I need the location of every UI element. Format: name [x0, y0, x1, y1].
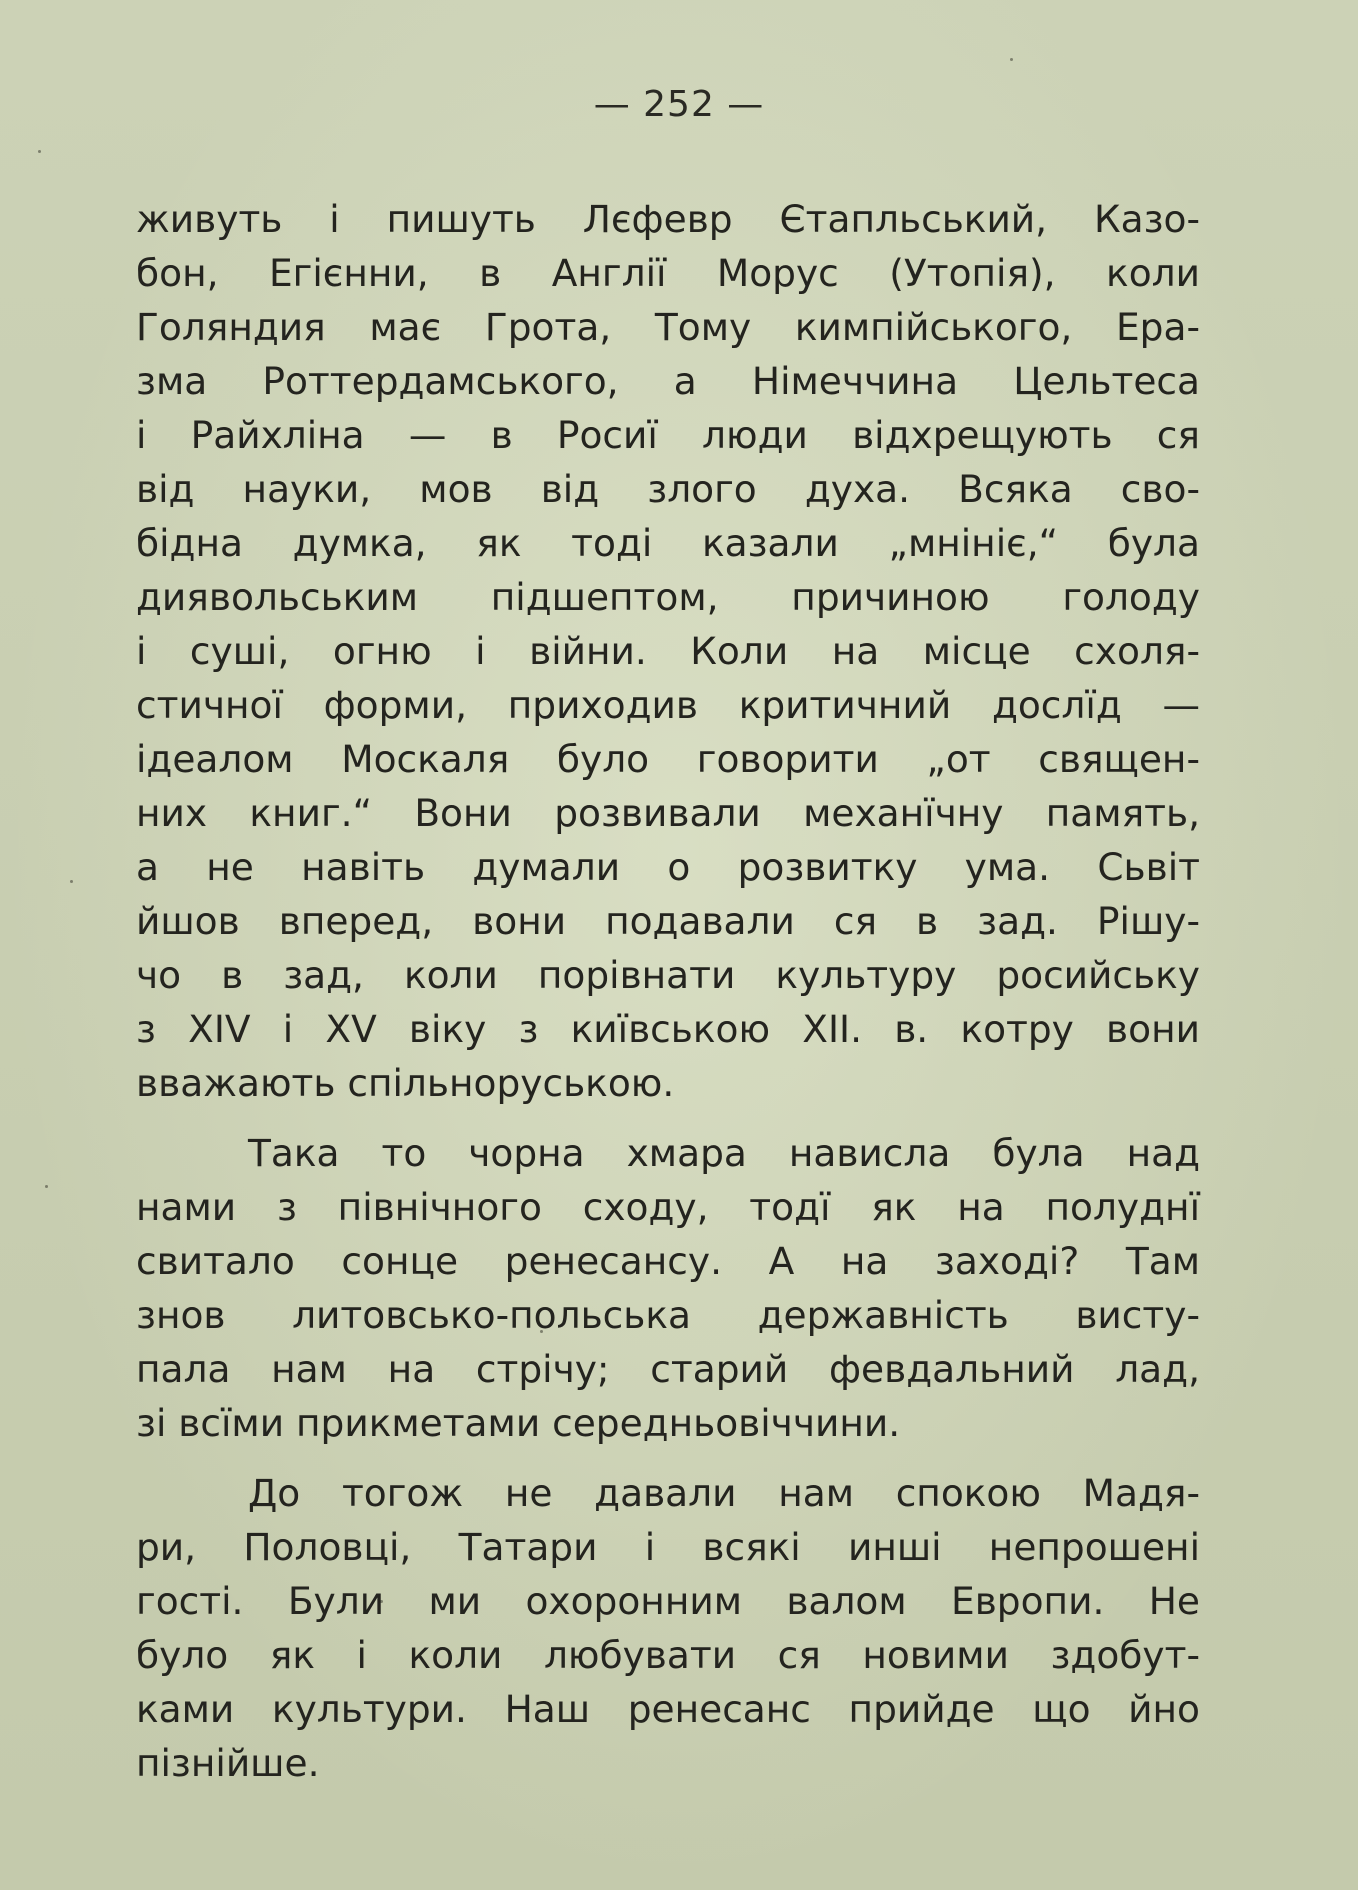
text-line: бон, Егієнни, в Англії Морус (Утопія), коли: [136, 251, 1200, 295]
page-number: — 252 —: [593, 84, 765, 125]
text-line: пала нам на стрічу; старий февдальний лад,: [136, 1347, 1200, 1391]
text-line: живуть і пишуть Лєфевр Єтапльський, Казо-: [136, 197, 1200, 241]
paper-speck: [45, 1185, 48, 1188]
paragraph: [136, 1466, 1200, 1790]
text-line: йшов вперед, вони подавали ся в зад. Рішу-: [136, 899, 1200, 943]
paper-speck: [1010, 58, 1013, 61]
text-line: них книг.“ Вони розвивали механїчну память,: [136, 791, 1200, 835]
paper-speck: [70, 880, 73, 883]
text-line: зі всїми прикметами середньовіччини.: [136, 1401, 901, 1445]
text-line: гості. Були ми охоронним валом Европи. Не: [136, 1579, 1200, 1623]
text-line: Голяндия має Грота, Тому кимпійського, Ера-: [136, 305, 1200, 349]
text-line: а не навіть думали о розвитку ума. Сьвіт: [136, 845, 1200, 889]
text-line: диявольським підшептом, причиною голоду: [136, 575, 1200, 619]
text-line: Така то чорна хмара нависла була над: [248, 1131, 1200, 1175]
paragraph-gap: [136, 1110, 1200, 1126]
text-line: бідна думка, як тоді казали „мнініє,“ була: [136, 521, 1200, 565]
paper-speck: [38, 150, 41, 153]
text-line: пізнійше.: [136, 1741, 320, 1785]
text-line: нами з північного сходу, тодї як на полуднї: [136, 1185, 1200, 1229]
text-line: і Райхліна — в Росиї люди відхрещують ся: [136, 413, 1200, 457]
text-line: ками культури. Наш ренесанс прийде що йно: [136, 1687, 1200, 1731]
paragraph: [136, 192, 1200, 1110]
text-line: від науки, мов від злого духа. Всяка сво-: [136, 467, 1200, 511]
text-line: і суші, огню і війни. Коли на місце схоля-: [136, 629, 1200, 673]
text-line: вважають спільноруською.: [136, 1061, 675, 1105]
text-line: свитало сонце ренесансу. А на заході? Там: [136, 1239, 1200, 1283]
text-line: чо в зад, коли порівнати культуру росийську: [136, 953, 1200, 997]
text-line: ри, Половці, Татари і всякі инші непрошені: [136, 1525, 1200, 1569]
text-line: ідеалом Москаля було говорити „от священ-: [136, 737, 1200, 781]
body-text: [136, 192, 1200, 1790]
text-line: було як і коли любувати ся новими здобут-: [136, 1633, 1200, 1677]
text-line: зма Роттердамського, а Німеччина Цельтеса: [136, 359, 1200, 403]
text-line: До тогож не давали нам спокою Мадя-: [248, 1471, 1200, 1515]
text-line: знов литовсько-польська державність висту-: [136, 1293, 1200, 1337]
text-line: з XIV і XV віку з київською XII. в. котру вони: [136, 1007, 1200, 1051]
paragraph-gap: [136, 1450, 1200, 1466]
text-line: стичної форми, приходив критичний дослїд —: [136, 683, 1200, 727]
paragraph: [136, 1126, 1200, 1450]
